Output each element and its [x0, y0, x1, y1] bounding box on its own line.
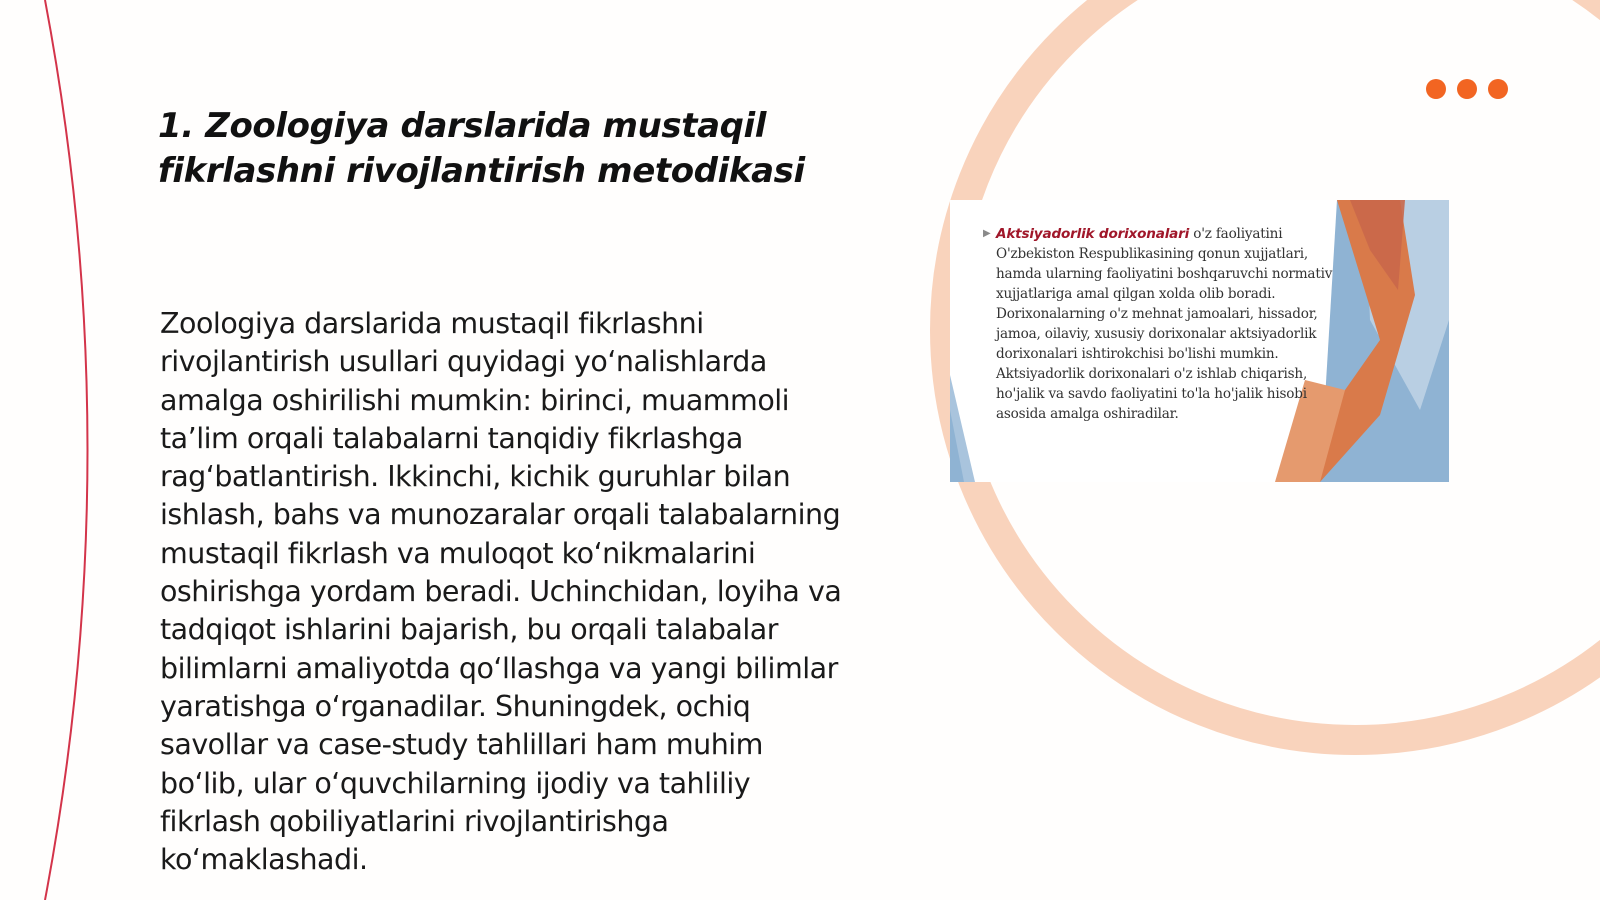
card-body-text: o'z faoliyatini O'zbekiston Respublikasining qonun xujjatlari, hamda ularning faoliyatini boshqaruvchi normativ xujjatlariga amal qilgan xolda olib boradi. Dorixonalarning o'z mehnat jamoalari, hissador, jamoa, oilaviy, xususiy dorixonalar aktsiyadorlik dorixonalari ishtirokchisi bo'lishi mumkin. Aktsiyadorlik dorixonalari o'z ishlab chiqarish, ho'jalik va savdo faoliyatini to'la ho'jalik hisobi asosida amalga oshiradilar.: [996, 226, 1333, 422]
dot-1: [1426, 79, 1446, 99]
triangle-bullet-icon: ▶: [983, 228, 991, 239]
dot-3: [1488, 79, 1508, 99]
slide-body-text: Zoologiya darslarida mustaqil fikrlashni rivojlantirish usullari quyidagi yo‘nalishlarda amalga oshirilishi mumkin: birinci, muammoli ta’lim orqali talabalarni tanqidiy fikrlashga rag‘batlantirish. Ikkinchi, kichik guruhlar bilan ishlash, bahs va munozaralar orqali talabalarning mustaqil fikrlash va muloqot ko‘nikmalarini oshirishga yordam beradi. Uchinchidan, loyiha va tadqiqot ishlarini bajarish, bu orqali talabalar bilimlarni amaliyotda qo‘llashga va yangi bilimlar yaratishga o‘rganadilar. Shuningdek, ochiq savollar va case-study tahlillari ham muhim bo‘lib, ular o‘quvchilarning ijodiy va tahliliy fikrlash qobiliyatlarini rivojlantirishga ko‘maklashadi.: [160, 307, 842, 877]
left-accent-line: [45, 0, 88, 900]
info-card: [950, 200, 1449, 482]
dots-indicator: [1426, 79, 1508, 99]
dot-2: [1457, 79, 1477, 99]
card-paragraph: [983, 224, 1341, 424]
card-emphasis: Aktsiyadorlik dorixonalari: [996, 226, 1190, 242]
slide-title: 1. Zoologiya darslarida mustaqil fikrlashni rivojlantirish metodikasi: [158, 106, 805, 191]
